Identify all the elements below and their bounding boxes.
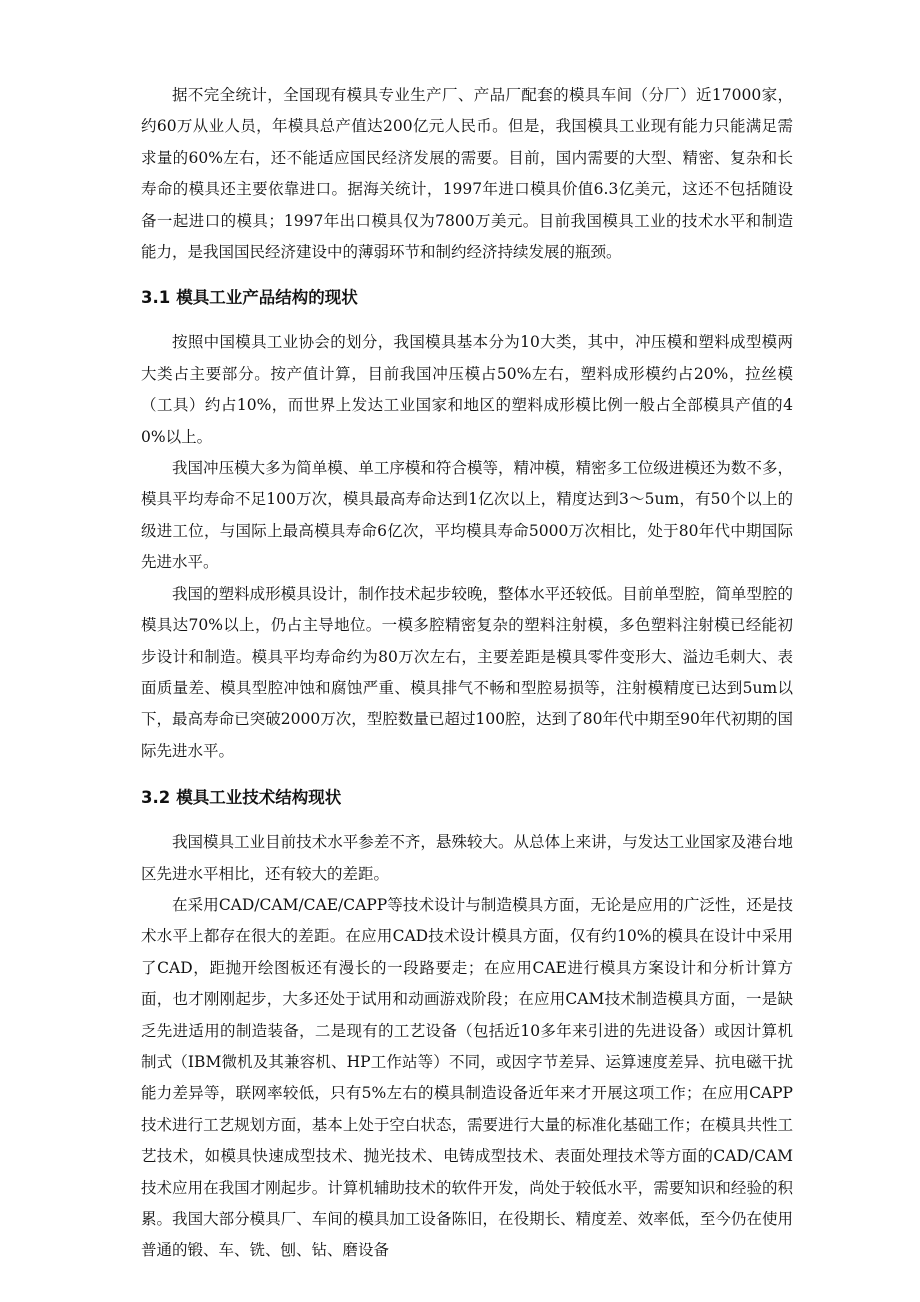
section-number: 3.1	[141, 288, 171, 308]
intro-paragraph: 据不完全统计，全国现有模具专业生产厂、产品厂配套的模具车间（分厂）近17000家，约60万从业人员，年模具总产值达200亿元人民币。但是，我国模具工业现有能力只能满足需求量的60%左右，还不能适应国民经济发展的需要。目前，国内需要的大型、精密、复杂和长寿命的模具还主要依靠进口。据海关统计，1997年进口模具价值6.3亿美元，这还不包括随设备一起进口的模具；1997年出口模具仅为7800万美元。目前我国模具工业的技术水平和制造能力，是我国国民经济建设中的薄弱环节和制约经济持续发展的瓶颈。	[141, 86, 793, 262]
section-title: 模具工业产品结构的现状	[176, 288, 358, 308]
section-number: 3.2	[141, 788, 171, 808]
section-heading-3-1	[141, 286, 793, 310]
document-body	[141, 80, 793, 1267]
section-title: 模具工业技术结构现状	[176, 788, 342, 808]
section-3-2-paragraph-1: 我国模具工业目前技术水平参差不齐，悬殊较大。从总体上来讲，与发达工业国家及港台地区先进水平相比，还有较大的差距。	[141, 833, 793, 883]
section-heading-3-2	[141, 786, 793, 810]
section-3-1-paragraph-3: 我国的塑料成形模具设计，制作技术起步较晚，整体水平还较低。目前单型腔，简单型腔的模具达70%以上，仍占主导地位。一模多腔精密复杂的塑料注射模，多色塑料注射模已经能初步设计和制造。模具平均寿命约为80万次左右，主要差距是模具零件变形大、溢边毛刺大、表面质量差、模具型腔冲蚀和腐蚀严重、模具排气不畅和型腔易损等，注射模精度已达到5um以下，最高寿命已突破2000万次，型腔数量已超过100腔，达到了80年代中期至90年代初期的国际先进水平。	[141, 584, 793, 760]
section-3-1-paragraph-2: 我国冲压模大多为简单模、单工序模和符合模等，精冲模，精密多工位级进模还为数不多，模具平均寿命不足100万次，模具最高寿命达到1亿次以上，精度达到3～5um，有50个以上的级进工位，与国际上最高模具寿命6亿次，平均模具寿命5000万次相比，处于80年代中期国际先进水平。	[141, 459, 793, 572]
section-3-2-paragraph-2: 在采用CAD/CAM/CAE/CAPP等技术设计与制造模具方面，无论是应用的广泛性，还是技术水平上都存在很大的差距。在应用CAD技术设计模具方面，仅有约10%的模具在设计中采用了CAD，距抛开绘图板还有漫长的一段路要走；在应用CAE进行模具方案设计和分析计算方面，也才刚刚起步，大多还处于试用和动画游戏阶段；在应用CAM技术制造模具方面，一是缺乏先进适用的制造装备，二是现有的工艺设备（包括近10多年来引进的先进设备）或因计算机制式（IBM微机及其兼容机、HP工作站等）不同，或因字节差异、运算速度差异、抗电磁干扰能力差异等，联网率较低，只有5%左右的模具制造设备近年来才开展这项工作；在应用CAPP技术进行工艺规划方面，基本上处于空白状态，需要进行大量的标准化基础工作；在模具共性工艺技术，如模具快速成型技术、抛光技术、电铸成型技术、表面处理技术等方面的CAD/CAM技术应用在我国才刚起步。计算机辅助技术的软件开发，尚处于较低水平，需要知识和经验的积累。我国大部分模具厂、车间的模具加工设备陈旧，在役期长、精度差、效率低，至今仍在使用普通的锻、车、铣、刨、钻、磨设备	[141, 895, 793, 1260]
section-3-1-paragraph-1: 按照中国模具工业协会的划分，我国模具基本分为10大类，其中，冲压模和塑料成型模两大类占主要部分。按产值计算，目前我国冲压模占50%左右，塑料成形模约占20%，拉丝模（工具）约占10%，而世界上发达工业国家和地区的塑料成形模比例一般占全部模具产值的40%以上。	[141, 333, 793, 446]
